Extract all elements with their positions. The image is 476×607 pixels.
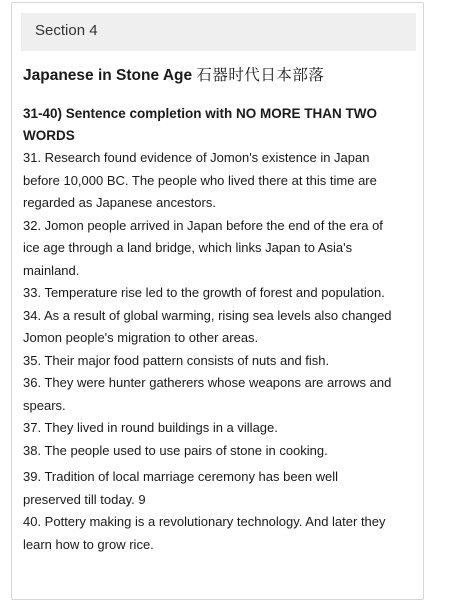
question-item-36: 36. They were hunter gatherers whose weapons are arrows and spears. [23, 375, 392, 413]
question-item-39: 39. Tradition of local marriage ceremony has been well preserved till today. 9 [23, 469, 339, 507]
question-item-40: 40. Pottery making is a revolutionary technology. And later they learn how to grow rice. [23, 514, 386, 552]
question-list [23, 147, 398, 556]
section-header [21, 13, 416, 51]
title-cjk: 石器时代日本部落 [196, 66, 325, 84]
instruction-text: 31-40) Sentence completion with NO MORE THAN TWO WORDS [23, 106, 378, 143]
question-item-31: 31. Research found evidence of Jomon's existence in Japan before 10,000 BC. The people who lived there at this time are regarded as Japanese ancestors. [23, 150, 377, 210]
question-item-38: 38. The people used to use pairs of stone in cooking. [23, 442, 328, 458]
question-item-33: 33. Temperature rise led to the growth of forest and population. [23, 285, 385, 300]
page-title [23, 64, 324, 87]
question-item-35: 35. Their major food pattern consists of nuts and fish. [23, 352, 330, 368]
question-item-32: 32. Jomon people arrived in Japan before the end of the era of ice age through a land bridge, which links Japan to Asia's mainland. [23, 217, 383, 278]
question-item-37: 37. They lived in round buildings in a village. [23, 420, 278, 435]
section-label: Section 4 [35, 22, 98, 39]
question-item-34: 34. As a result of global warming, rising sea levels also changed Jomon people's migration to other areas. [23, 307, 392, 345]
title-text: Japanese in Stone Age [23, 67, 197, 84]
